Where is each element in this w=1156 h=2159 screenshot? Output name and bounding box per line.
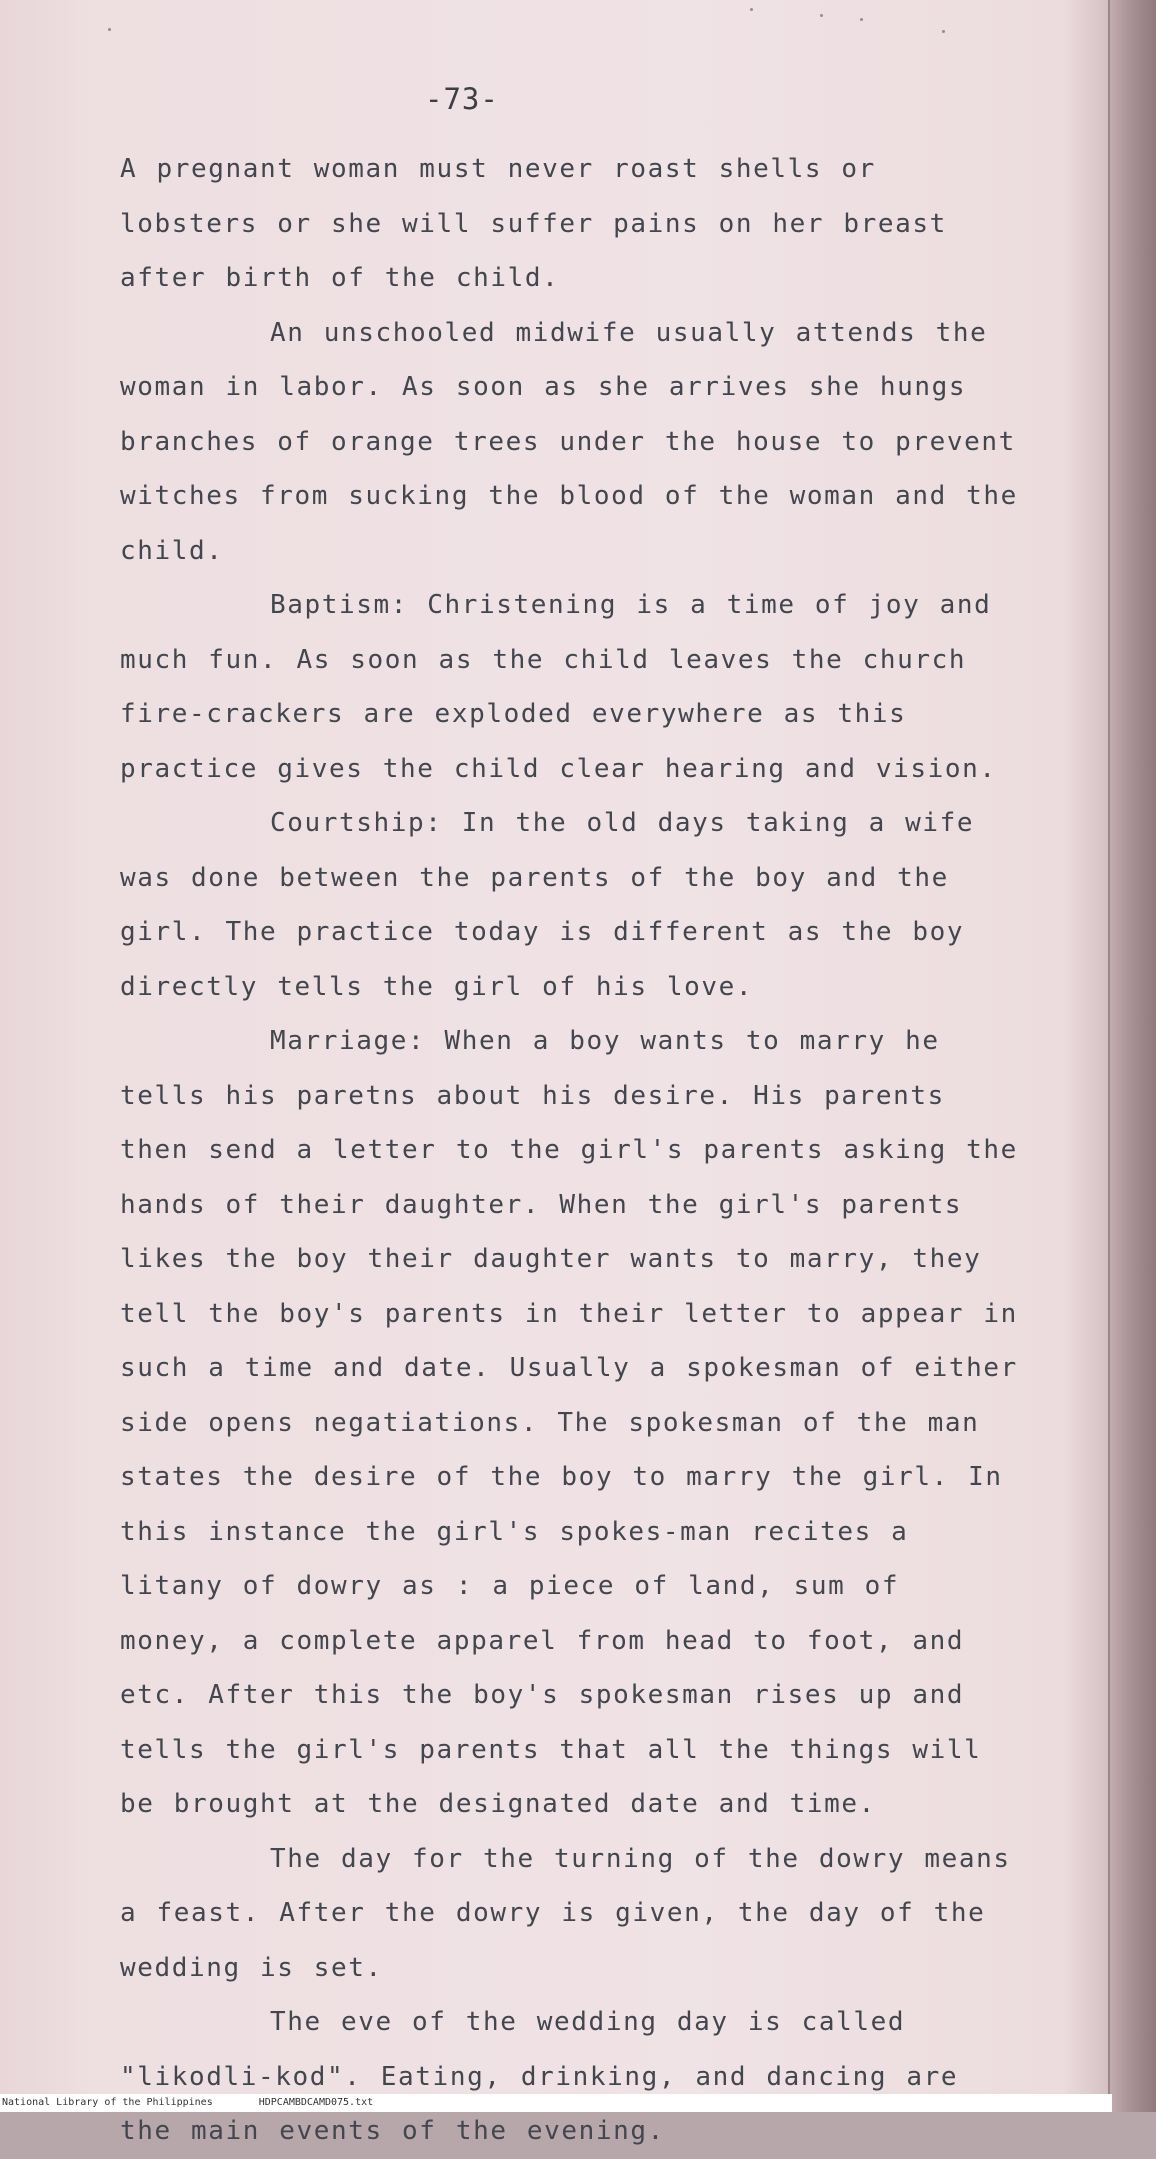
paragraph-dowry-feast: The day for the turning of the dowry means a feast. After the dowry is given, the day of the wedding is set. (120, 1843, 1011, 1983)
footer-file: HDPCAMBDCAMD075.txt (258, 2097, 374, 2108)
paragraph-marriage: Marriage: When a boy wants to marry he tells his paretns about his desire. His parents then send a letter to the girl's parents asking the hands of their daughter. When the girl's parents likes the boy their daughter wants to marry, they tell the boy's parents in their letter to appear in such a time and date. Usually a spokesman of either side opens negatiations. The spokesman of the man states the desire of the boy to marry the girl. In this instance the girl's spokes-man recites a litany of dowry as : a piece of land, sum of money, a complete apparel from head to foot, and etc. After this the boy's spokesman rises up and tells the girl's parents that all the things will be brought at the designated date and time. (120, 1026, 1018, 1819)
ink-speck (750, 8, 753, 11)
paragraph-courtship: Courtship: In the old days taking a wife was done between the parents of the boy and the girl. The practice today is different as the boy directly tells the girl of his love. (120, 808, 975, 1002)
paragraph-baptism: Baptism: Christening is a time of joy and much fun. As soon as the child leaves the church fire-crackers are exploded everywhere as this practice gives the child clear hearing and vision. (120, 590, 997, 784)
page-edge-shadow (1108, 0, 1156, 2112)
ink-speck (942, 30, 945, 33)
paragraph-pregnancy-belief: A pregnant woman must never roast shells or lobsters or she will suffer pains on her breast after birth of the child. (120, 154, 947, 293)
ink-speck (820, 14, 823, 17)
page-number: -73- (425, 82, 499, 116)
ink-speck (860, 18, 863, 21)
scan-footer (0, 2094, 1112, 2112)
paragraph-midwife: An unschooled midwife usually attends the woman in labor. As soon as she arrives she hungs branches of orange trees under the house to prevent witches from sucking the blood of the woman and the child. (120, 317, 1018, 566)
typed-text-body (120, 142, 1020, 2159)
ink-speck (108, 28, 111, 31)
paragraph-wedding-eve: The eve of the wedding day is called "likodli-kod". Eating, drinking, and dancing are the main events of the evening. (120, 2007, 959, 2146)
footer-source: National Library of the Philippines (2, 2097, 213, 2108)
